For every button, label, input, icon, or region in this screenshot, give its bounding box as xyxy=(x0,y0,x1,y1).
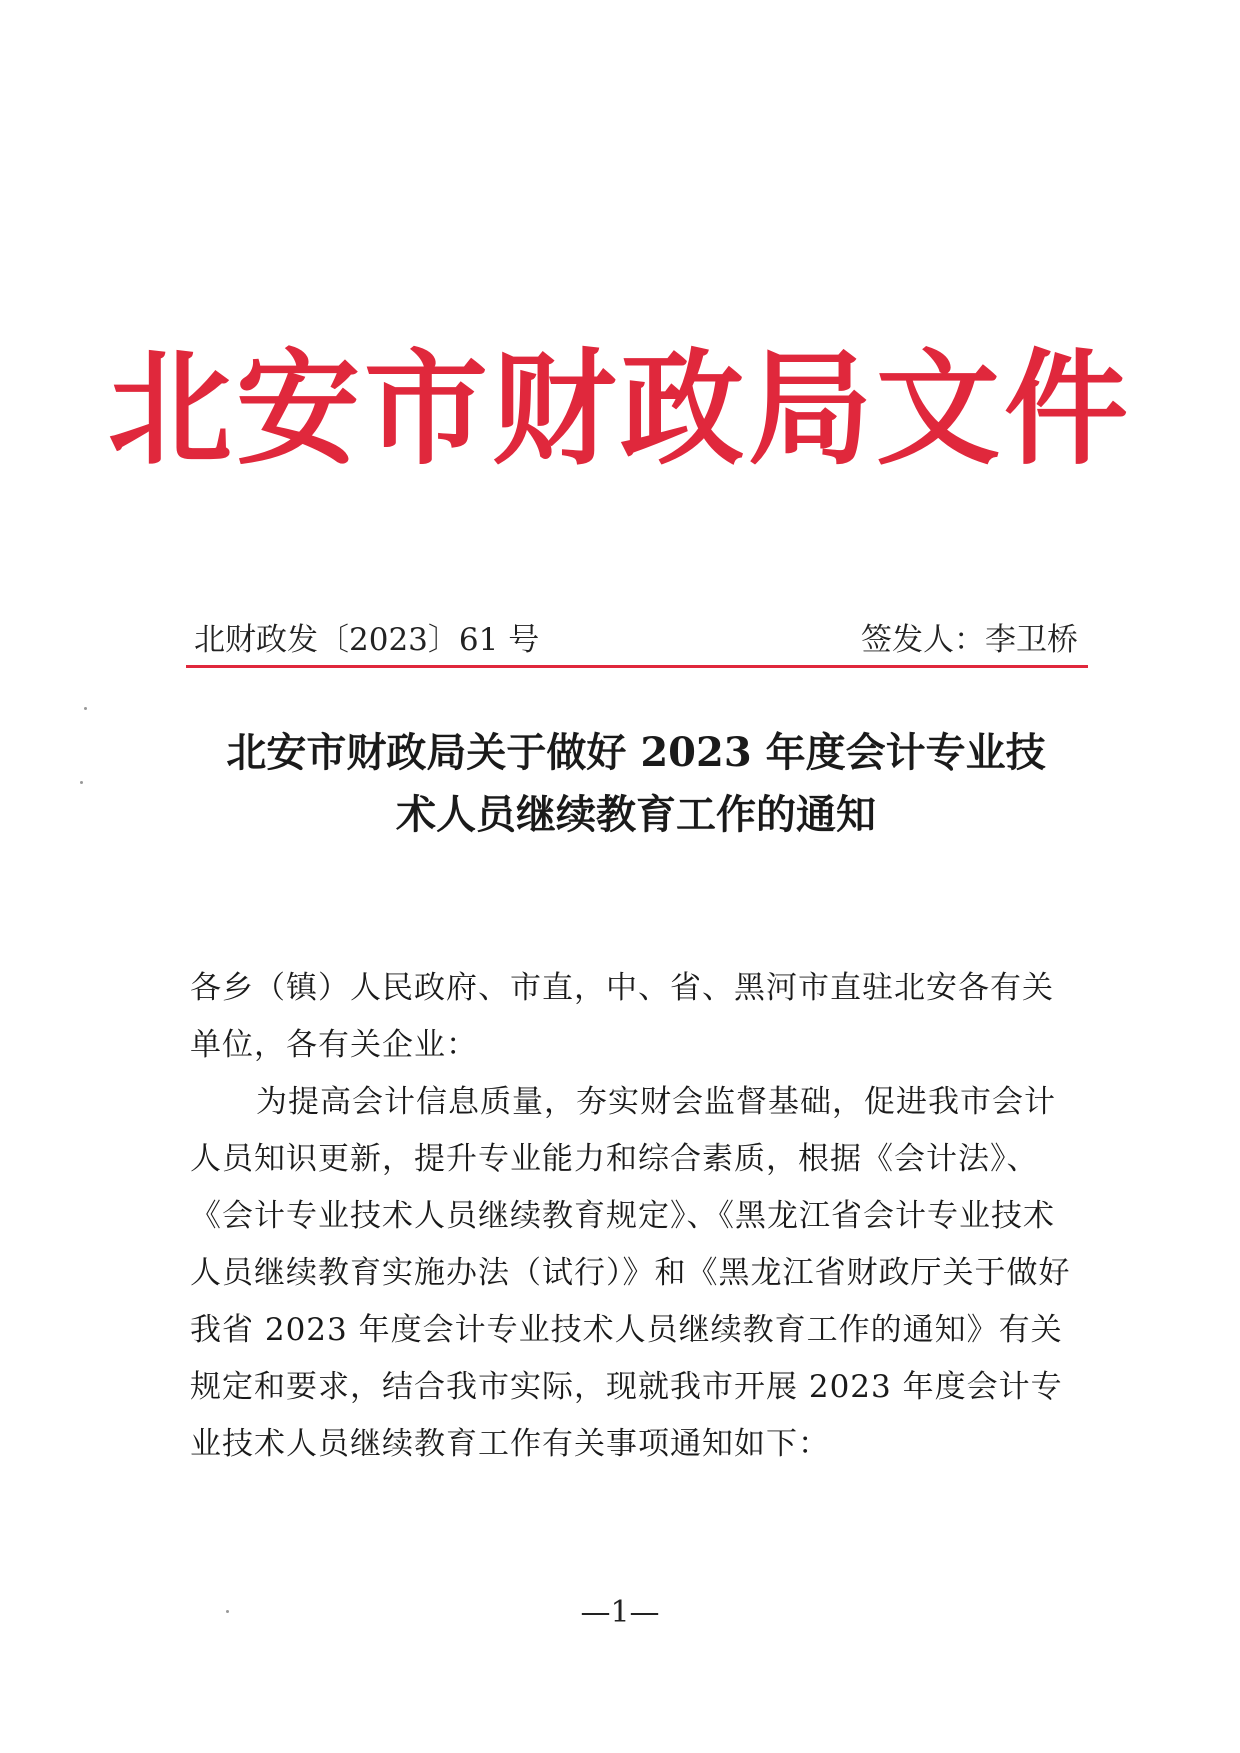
scan-speck xyxy=(80,781,83,784)
body-paragraph-1: 为提高会计信息质量，夯实财会监督基础，促进我市会计人员知识更新，提升专业能力和综合素质，根据《会计法》、《会计专业技术人员继续教育规定》、《黑龙江省会计专业技术人员继续教育实施办法（试行）》和《黑龙江省财政厅关于做好我省 2023 年度会计专业技术人员继续教育工作的通知》有关规定和要求，结合我市实际，现就我市开展 2023 年度会计专业技术人员继续教育工作有关事项通知如下： xyxy=(190,1084,1071,1462)
notice-body xyxy=(190,960,1080,1473)
scan-speck xyxy=(226,1610,229,1613)
masthead-title: 北安市财政局文件 xyxy=(107,338,1132,482)
salutation: 各乡（镇）人民政府、市直，中、省、黑河市直驻北安各有关单位，各有关企业： xyxy=(190,970,1054,1063)
scan-speck xyxy=(84,707,87,710)
signer: 签发人：李卫桥 xyxy=(861,622,1078,658)
notice-title-line-2: 术人员继续教育工作的通知 xyxy=(396,791,876,838)
document-number: 北财政发〔2023〕61 号 xyxy=(194,622,540,658)
document-header-line xyxy=(186,618,1086,662)
red-divider-rule xyxy=(186,665,1088,668)
notice-title-line-1: 北安市财政局关于做好 2023 年度会计专业技 xyxy=(226,729,1046,776)
page-number: —1— xyxy=(580,1595,660,1630)
notice-title xyxy=(186,722,1086,846)
